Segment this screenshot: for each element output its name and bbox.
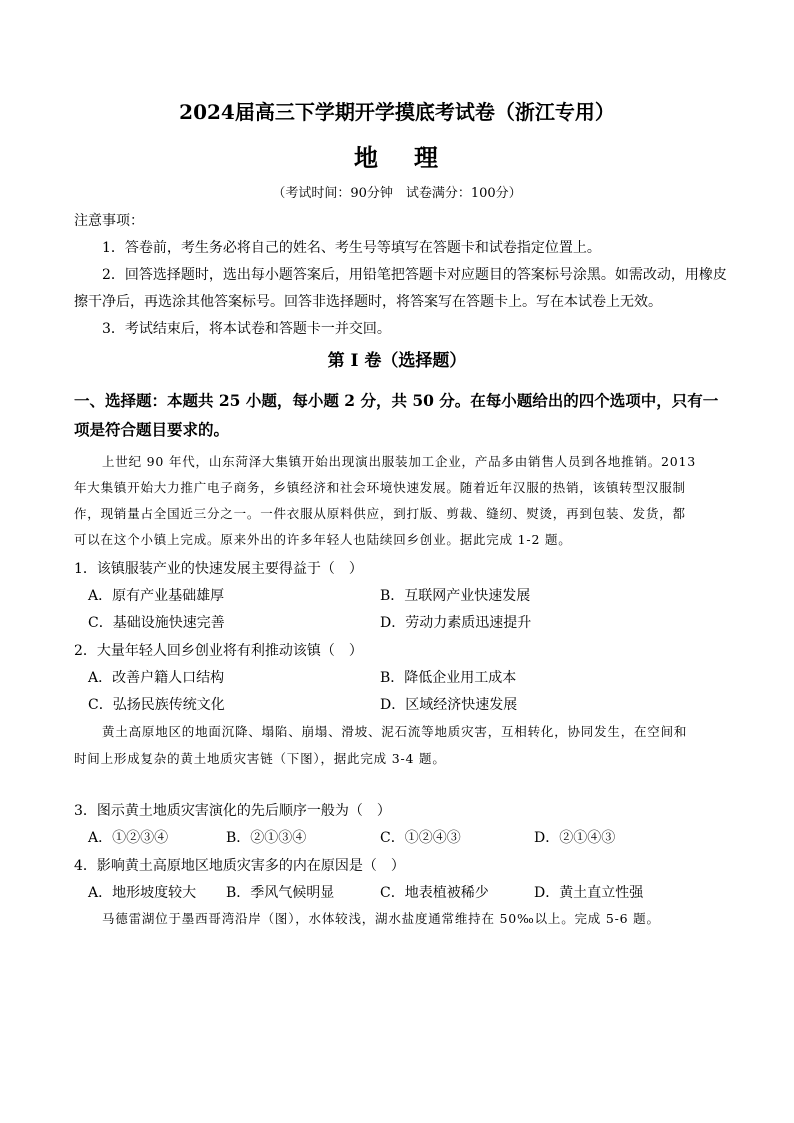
section-title: 第 I 卷（选择题）	[327, 351, 467, 371]
q1-option-d: D．劳动力素质迅速提升	[380, 615, 532, 631]
notice-heading: 注意事项：	[74, 213, 144, 229]
q2-option-b: B．降低企业用工成本	[380, 670, 517, 686]
question-4-stem: 4．影响黄土高原地区地质灾害多的内在原因是（ ）	[74, 858, 405, 874]
q3-option-b: B．②①③④	[226, 830, 307, 846]
notice-line-2-cont: 擦干净后，再选涂其他答案标号。回答非选择题时，将答案写在答题卡上。写在本试卷上无效。	[74, 294, 662, 310]
q1-option-c: C．基础设施快速完善	[88, 615, 225, 631]
question-1-stem: 1．该镇服装产业的快速发展主要得益于（ ）	[74, 561, 363, 577]
section-instructions: 一、选择题：本题共 25 小题，每小题 2 分，共 50 分。在每小题给出的四个选项中，只有一	[74, 391, 719, 410]
subject-title	[0, 138, 794, 173]
passage-2-line-1: 黄土高原地区的地面沉降、塌陷、崩塌、滑坡、泥石流等地质灾害，互相转化，协同发生，在空间和	[102, 724, 688, 739]
subject-char-2: 理	[414, 143, 440, 172]
question-3-stem: 3．图示黄土地质灾害演化的先后顺序一般为（ ）	[74, 803, 391, 819]
q4-option-c: C．地表植被稀少	[380, 885, 489, 901]
exam-meta: （考试时间：90分钟 试卷满分：100分）	[272, 186, 522, 201]
q2-option-d: D．区域经济快速发展	[380, 697, 518, 713]
passage-2-line-2: 时间上形成复杂的黄土地质灾害链（下图），据此完成 3-4 题。	[74, 751, 446, 766]
q2-option-a: A．改善户籍人口结构	[88, 670, 225, 686]
passage-1-line-2: 年大集镇开始大力推广电子商务，乡镇经济和社会环境快速发展。随着近年汉服的热销，该镇转型汉服制	[74, 480, 686, 495]
exam-title: 2024届高三下学期开学摸底考试卷（浙江专用）	[179, 100, 615, 124]
notice-line-1: 1．答卷前，考生务必将自己的姓名、考生号等填写在答题卡和试卷指定位置上。	[102, 240, 601, 256]
q4-option-b: B．季风气候明显	[226, 885, 335, 901]
notice-line-3: 3．考试结束后，将本试卷和答题卡一并交回。	[102, 321, 391, 337]
passage-3-line-1: 马德雷湖位于墨西哥湾沿岸（图），水体较浅，湖水盐度通常维持在 50‰以上。完成 5-6 题。	[102, 911, 660, 926]
q2-option-c: C．弘扬民族传统文化	[88, 697, 225, 713]
section-instructions-cont: 项是符合题目要求的。	[74, 420, 230, 439]
subject-char-1: 地	[354, 143, 380, 172]
q3-option-d: D．②①④③	[534, 830, 616, 846]
passage-1-line-1: 上世纪 90 年代，山东菏泽大集镇开始出现演出服装加工企业，产品多由销售人员到各地推销。2013	[102, 454, 697, 469]
q3-option-a: A．①②③④	[88, 830, 169, 846]
notice-line-2: 2．回答选择题时，选出每小题答案后，用铅笔把答题卡对应题目的答案标号涂黑。如需改动，用橡皮	[102, 267, 727, 283]
passage-1-line-4: 可以在这个小镇上完成。原来外出的许多年轻人也陆续回乡创业。据此完成 1-2 题。	[74, 532, 572, 547]
passage-1-line-3: 作，现销量占全国近三分之一。一件衣服从原料供应，到打版、剪裁、缝纫、熨烫，再到包装、发货，都	[74, 506, 686, 521]
q4-option-a: A．地形坡度较大	[88, 885, 197, 901]
q4-option-d: D．黄土直立性强	[534, 885, 644, 901]
q1-option-a: A．原有产业基础雄厚	[88, 588, 225, 604]
q3-option-c: C．①②④③	[380, 830, 461, 846]
q1-option-b: B．互联网产业快速发展	[380, 588, 531, 604]
question-2-stem: 2．大量年轻人回乡创业将有利推动该镇（ ）	[74, 643, 363, 659]
